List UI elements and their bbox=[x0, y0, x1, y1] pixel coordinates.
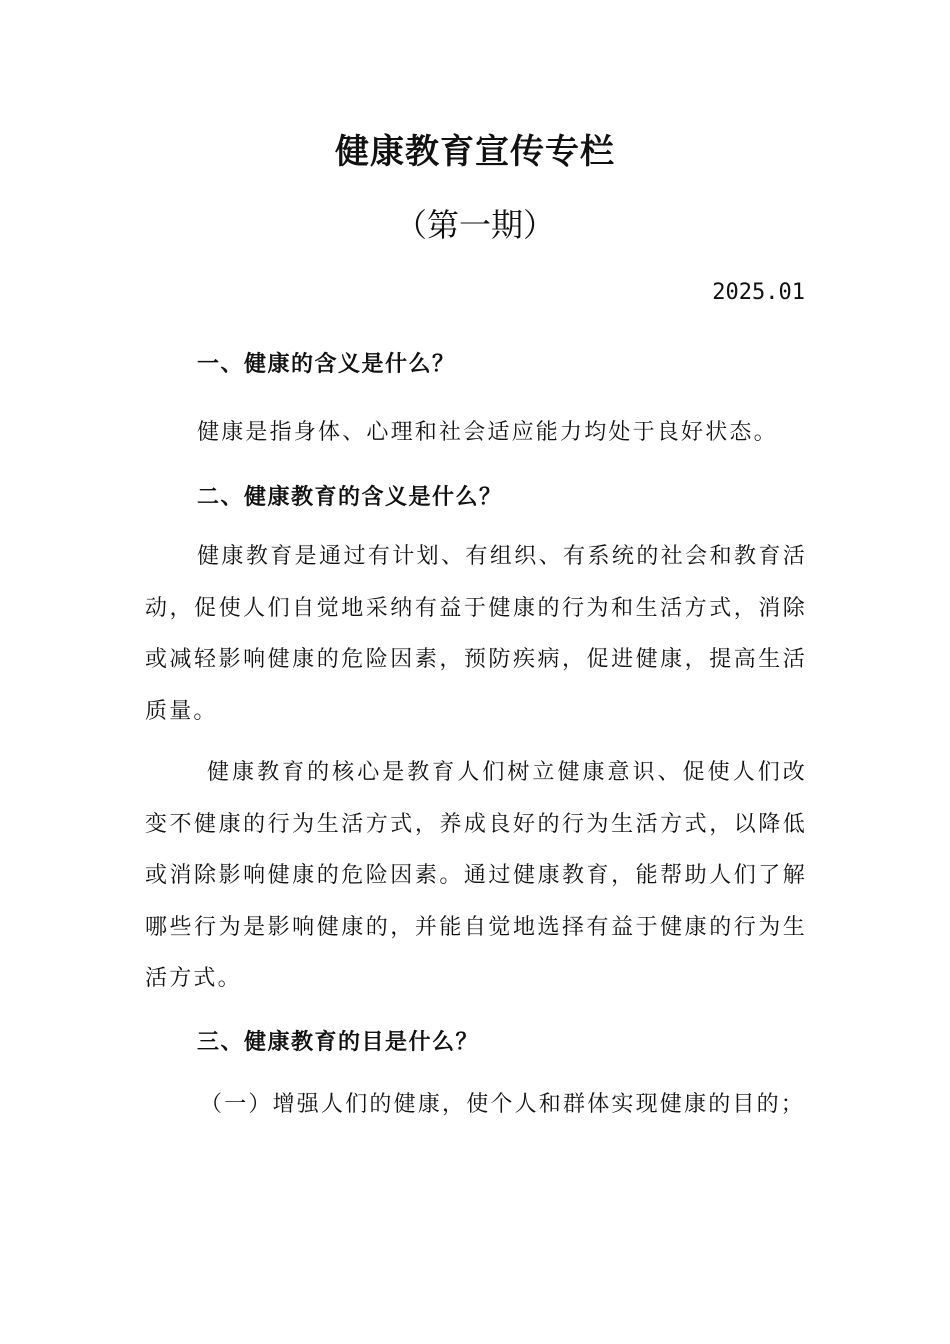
section-3-item-1: （一）增强人们的健康，使个人和群体实现健康的目的； bbox=[200, 1092, 806, 1117]
section-2-paragraph-2: 健康教育的核心是教育人们树立健康意识、促使人们改变不健康的行为生活方式，养成良好的行为生活方式，以降低或消除影响健康的危险因素。通过健康教育，能帮助人们了解哪些行为是影响健康的，并能自觉地选择有益于健康的行为生活方式。 bbox=[145, 760, 807, 991]
issue-number: （第一期） bbox=[394, 206, 555, 244]
section-heading-1: 一、健康的含义是什么？ bbox=[197, 351, 456, 377]
section-2-paragraph-1: 健康教育是通过有计划、有组织、有系统的社会和教育活动，促使人们自觉地采纳有益于健康的行为和生活方式，消除或减轻影响健康的危险因素，预防疾病，促进健康，提高生活质量。 bbox=[145, 544, 807, 724]
section-heading-2: 二、健康教育的含义是什么？ bbox=[197, 484, 503, 510]
page-title: 健康教育宣传专栏 bbox=[335, 132, 615, 172]
section-1-paragraph-1: 健康是指身体、心理和社会适应能力均处于良好状态。 bbox=[197, 420, 778, 445]
issue-date: 2025.01 bbox=[712, 280, 805, 305]
section-heading-3: 三、健康教育的目是什么？ bbox=[197, 1029, 480, 1055]
